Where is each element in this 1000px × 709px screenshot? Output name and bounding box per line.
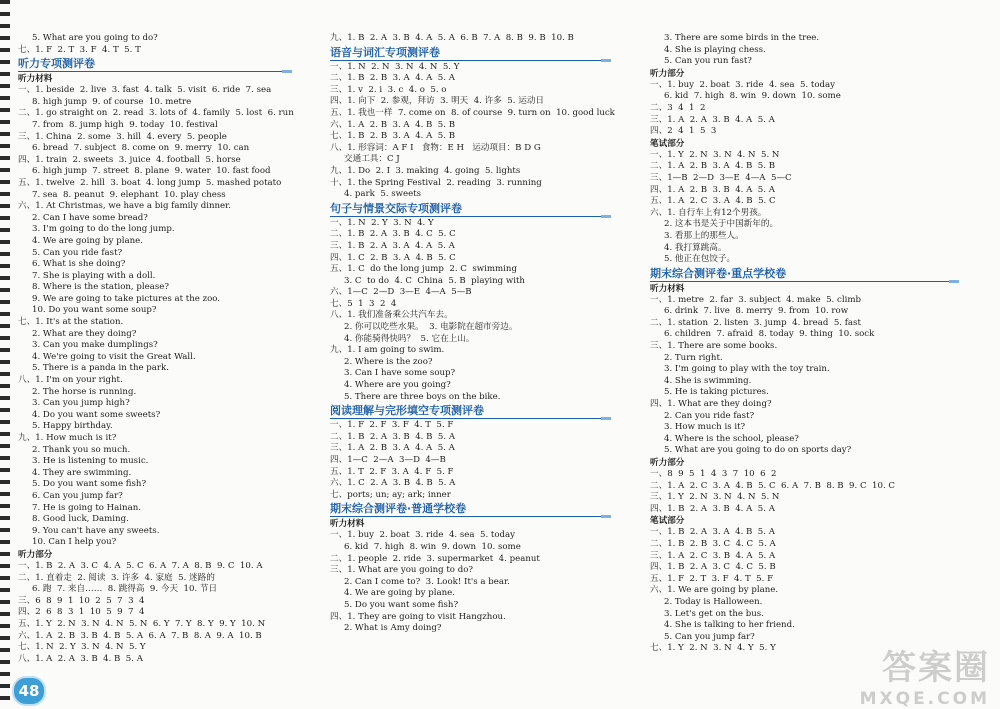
- answer-line: 一、1. N 2. Y 3. N 4. Y: [330, 217, 434, 228]
- answer-line: 三、1. B 2. A 3. A 4. A 5. A: [330, 240, 455, 251]
- watermark-main-text: 答案圈: [882, 648, 990, 688]
- answer-line: 2. Turn right.: [664, 352, 723, 363]
- answer-line: 一、1. F 2. F 3. F 4. T 5. F: [330, 420, 454, 431]
- answer-line: 2. Today is Halloween.: [664, 596, 763, 607]
- answer-line: 八、1. 我们准备乘公共汽车去。: [330, 310, 453, 321]
- answer-column-left: [18, 33, 318, 665]
- answer-line: 一、1. beside 2. live 3. fast 4. talk 5. visit 6. ride 7. sea: [18, 85, 272, 96]
- watermark-url-text: MXQE.COM: [859, 689, 990, 709]
- answer-line: 6. kid 7. high 8. win 9. down 10. some: [344, 541, 521, 552]
- answer-line: 交通工具：C J: [344, 154, 400, 165]
- answer-line: 5. There is a panda in the park.: [32, 363, 169, 374]
- answer-line: 4. park 5. sweets: [344, 189, 422, 200]
- answer-line: 六、1. We are going by plane.: [650, 585, 779, 596]
- answer-line: 4. Do you want some sweets?: [32, 409, 161, 420]
- answer-line: 4. 我打算跳高。: [664, 242, 727, 253]
- answer-line: 三、1. A 2. C 3. B 4. A 5. A: [650, 550, 776, 561]
- answer-line: 4. She is talking to her friend.: [664, 620, 795, 631]
- answer-line: 五、1. F 2. T 3. F 4. T 5. F: [650, 573, 774, 584]
- answer-line: 二、1. go straight on 2. read 3. lots of 4. family 5. lost 6. run: [18, 108, 294, 119]
- answer-line: 九、1. B 2. A 3. B 4. A 5. A 6. B 7. A 8. B 9. B 10. B: [330, 33, 574, 43]
- answer-line: 10. Do you want some soup?: [32, 305, 157, 316]
- answer-line: 八、1. 形容词：A F I 食物：E H 运动项目：B D G: [330, 142, 541, 153]
- answer-line: 3. I'm going to play with the toy train.: [664, 364, 830, 375]
- answer-line: 2. Can you ride fast?: [664, 410, 755, 421]
- answer-line: 六、1. At Christmas, we have a big family dinner.: [18, 201, 232, 212]
- answer-line: 10. Can I help you?: [32, 537, 117, 548]
- answer-line: 六、1—C 2—D 3—E 4—A 5—B: [330, 287, 472, 298]
- answer-line: 4. Where are you going?: [344, 380, 451, 391]
- answer-line: 五、1. 我也一样 7. come on 8. of course 9. turn on 10. good luck: [330, 107, 615, 118]
- subsection-heading: 听力部分: [650, 458, 685, 468]
- answer-line: 7. He is going to Hainan.: [32, 502, 141, 513]
- answer-line: 2. 你可以吃些水果。 3. 电影院在超市旁边。: [344, 322, 518, 333]
- answer-line: 5. Can you jump far?: [664, 631, 755, 642]
- subsection-heading: 笔试部分: [650, 516, 685, 527]
- answer-line: 2. What are they doing?: [32, 328, 137, 339]
- answer-line: 2. Where is the zoo?: [344, 356, 433, 367]
- answer-line: 6. kid 7. high 8. win 9. down 10. some: [664, 91, 841, 102]
- answer-line: 5. Do you want some fish?: [32, 479, 147, 490]
- answer-line: 4. We are going by plane.: [32, 235, 143, 246]
- answer-line: 5. He is taking pictures.: [664, 387, 769, 398]
- answer-line: 5. Can you run fast?: [664, 56, 752, 67]
- answer-line: 九、1. Do 2. I 3. making 4. going 5. lights: [330, 165, 521, 176]
- answer-line: 一、1. buy 2. boat 3. ride 4. sea 5. today: [330, 530, 516, 541]
- answer-line: 三、1. What are you going to do?: [330, 565, 473, 576]
- answer-line: 5. What are you going to do on sports day?: [664, 445, 852, 456]
- answer-line: 四、2 6 8 3 1 10 5 9 7 4: [18, 607, 145, 618]
- answer-line: 9. We are going to take pictures at the zoo.: [32, 293, 221, 304]
- answer-line: 二、1. station 2. listen 3. jump 4. bread 5. fast: [650, 317, 861, 328]
- answer-line: 三、6 8 9 1 10 2 5 7 3 4: [18, 595, 145, 606]
- answer-line: 7. sea 8. peanut 9. elephant 10. play chess: [32, 189, 226, 200]
- answer-line: 4. We are going by plane.: [344, 588, 455, 599]
- answer-line: 六、1. A 2. B 3. B 4. B 5. A 6. A 7. B 8. A 9. A 10. B: [18, 630, 262, 641]
- answer-line: 三、1. v 2. i 3. c 4. o 5. o: [330, 84, 447, 95]
- answer-line: 八、1. A 2. A 3. B 4. B 5. A: [18, 653, 143, 664]
- answer-line: 3. There are some birds in the tree.: [664, 33, 820, 43]
- answer-line: 3. Can you make dumplings?: [32, 340, 158, 351]
- answer-line: 二、1. A 2. C 3. A 4. B 5. C 6. A 7. B 8. B 9. C 10. C: [650, 480, 896, 491]
- answer-line: 四、1. They are going to visit Hangzhou.: [330, 611, 506, 622]
- answer-line: 3. C to do 4. C China 5. B playing with: [344, 275, 525, 286]
- answer-line: 4. Where is the school, please?: [664, 433, 799, 444]
- answer-line: 三、1. There are some books.: [650, 341, 778, 352]
- answer-line: 3. 看那上的那些人。: [664, 230, 744, 241]
- answer-line: 七、1. F 2. T 3. F 4. T 5. T: [18, 44, 141, 55]
- answer-line: 4. 你能骑得快吗？ 5. 它在上山。: [344, 333, 475, 344]
- answer-line: 一、1. B 2. A 3. A 4. B 5. A: [650, 527, 775, 538]
- answer-line: 4. She is playing chess.: [664, 44, 766, 55]
- answer-column-middle: [330, 33, 638, 635]
- answer-line: 4. They are swimming.: [32, 467, 132, 478]
- answer-line: 九、1. How much is it?: [18, 433, 117, 443]
- section-title: 期末综合测评卷·重点学校卷: [650, 267, 949, 282]
- answer-line: 3. Let's get on the bus.: [664, 608, 764, 619]
- answer-line: 三、1. A 2. B 3. A 4. A 5. A: [330, 443, 455, 454]
- answer-line: 九、1. I am going to swim.: [330, 345, 445, 356]
- answer-line: 6. Can you jump far?: [32, 490, 123, 501]
- answer-line: 四、1. What are they doing?: [650, 399, 772, 410]
- answer-line: 二、1. B 2. B 3. A 4. A 5. A: [330, 73, 455, 84]
- answer-line: 6. children 7. afraid 8. today 9. thing 10. sock: [664, 329, 875, 340]
- answer-line: 二、1. 直着走 2. 阅读 3. 许多 4. 家庭 5. 迷路的: [18, 572, 215, 583]
- answer-line: 四、1. train 2. sweets 3. juice 4. football 5. horse: [18, 154, 241, 165]
- answer-line: 七、1. It's at the station.: [18, 317, 124, 328]
- answer-line: 6. 跑 7. 来自…… 8. 跳得高 9. 今天 10. 节日: [32, 584, 218, 595]
- answer-line: 2. Thank you so much.: [32, 444, 131, 455]
- answer-line: 4. We're going to visit the Great Wall.: [32, 351, 196, 362]
- answer-line: 6. What is she doing?: [32, 259, 126, 270]
- answer-line: 二、1. B 2. B 3. C 4. C 5. A: [650, 538, 776, 549]
- answer-line: 8. Good luck, Daming.: [32, 514, 129, 525]
- answer-line: 2. 这本书是关于中国新年的。: [664, 219, 779, 230]
- answer-line: 三、1. Y 2. N 3. N 4. N 5. N: [650, 492, 780, 503]
- answer-line: 五、1. twelve 2. hill 3. boat 4. long jump 5. mashed potato: [18, 177, 282, 188]
- answer-line: 6. drink 7. live 8. merry 9. from 10. row: [664, 306, 849, 317]
- answer-line: 七、1. N 2. Y 3. N 4. N 5. Y: [18, 642, 146, 653]
- answer-line: 6. high jump 7. street 8. plane 9. water 10. fast food: [32, 166, 271, 177]
- section-title: 语音与词汇专项测评卷: [330, 46, 601, 61]
- answer-line: 3. I'm going to do the long jump.: [32, 224, 175, 235]
- answer-line: 四、1. C 2. B 3. A 4. B 5. C: [330, 252, 456, 263]
- answer-line: 二、3 4 1 2: [650, 102, 706, 113]
- answer-line: 三、1. China 2. some 3. hill 4. every 5. people: [18, 131, 227, 142]
- answer-line: 8. Where is the station, please?: [32, 282, 169, 293]
- answer-line: 2. The horse is running.: [32, 386, 137, 397]
- answer-line: 7. from 8. jump high 9. today 10. festival: [32, 119, 218, 130]
- answer-line: 一、8 9 5 1 4 3 7 10 6 2: [650, 469, 777, 479]
- answer-line: 二、1. B 2. A 3. B 4. B 5. A: [330, 431, 456, 442]
- answer-line: 四、1. B 2. A 3. B 4. A 5. A: [650, 503, 775, 514]
- answer-line: 五、1. A 2. C 3. A 4. B 5. C: [650, 196, 776, 207]
- answer-line: 5. Do you want some fish?: [344, 599, 459, 610]
- answer-line: 八、1. I'm on your right.: [18, 375, 123, 386]
- section-title: 期末综合测评卷·普通学校卷: [330, 502, 601, 517]
- answer-line: 五、1. Y 2. N 3. N 4. N 5. N 6. Y 7. Y 8. Y 9. Y 10. N: [18, 618, 266, 629]
- section-title: 句子与情景交际专项测评卷: [330, 202, 601, 217]
- answer-line: 8. high jump 9. of course 10. metre: [32, 96, 192, 107]
- answer-line: 三、1. A 2. A 3. B 4. A 5. A: [650, 114, 775, 125]
- answer-line: 3. He is listening to music.: [32, 456, 149, 467]
- answer-line: 6. bread 7. subject 8. come on 9. merry 10. can: [32, 143, 250, 154]
- answer-line: 四、2 4 1 5 3: [650, 126, 717, 137]
- answer-line: 5. Happy birthday.: [32, 421, 113, 432]
- answer-line: 二、1. people 2. ride 3. supermarket 4. peanut: [330, 553, 540, 564]
- answer-line: 4. She is swimming.: [664, 375, 752, 386]
- section-title: 阅读理解与完形填空专项测评卷: [330, 404, 601, 419]
- answer-line: 一、1. metre 2. far 3. subject 4. make 5. climb: [650, 294, 861, 305]
- answer-line: 一、1. Y 2. N 3. N 4. N 5. N: [650, 149, 780, 160]
- answer-line: 五、1. T 2. F 3. A 4. F 5. F: [330, 466, 454, 477]
- subsection-heading: 听力材料: [650, 283, 685, 294]
- answer-line: 六、1. A 2. B 3. A 4. B 5. B: [330, 119, 456, 130]
- subsection-heading: 听力部分: [650, 68, 685, 79]
- answer-line: 三、1—B 2—D 3—E 4—A 5—C: [650, 172, 792, 183]
- answer-line: 十、1. the Spring Festival 2. reading 3. running: [330, 177, 542, 188]
- answer-line: 2. Can I have some bread?: [32, 212, 148, 223]
- answer-line: 5. What are you going to do?: [32, 33, 158, 43]
- answer-line: 七、1. B 2. B 3. A 4. A 5. B: [330, 131, 456, 142]
- section-title: 听力专项测评卷: [18, 57, 282, 72]
- answer-line: 四、1. A 2. B 3. B 4. A 5. A: [650, 184, 775, 195]
- answer-line: 六、1. C 2. A 3. B 4. B 5. A: [330, 478, 456, 489]
- subsection-heading: 听力部分: [18, 549, 53, 560]
- answer-line: 3. Can I have some soup?: [344, 368, 456, 379]
- subsection-heading: 听力材料: [330, 519, 365, 530]
- answer-line: 7. She is playing with a doll.: [32, 270, 156, 281]
- subsection-heading: 笔试部分: [650, 138, 685, 149]
- answer-line: 四、1. 向下 2. 参观，拜访 3. 明天 4. 许多 5. 运动日: [330, 96, 545, 107]
- answer-line: 二、1. A 2. B 3. A 4. B 5. B: [650, 161, 776, 172]
- answer-line: 5. 他正在包饺子。: [664, 254, 736, 265]
- spiral-binding-strip: [0, 0, 10, 708]
- answer-line: 一、1. N 2. N 3. N 4. N 5. Y: [330, 61, 460, 72]
- answer-line: 3. Can you jump high?: [32, 398, 130, 409]
- answer-line: 六、1. 自行车上有12个男孩。: [650, 207, 767, 218]
- answer-line: 2. Can I come to? 3. Look! It's a bear.: [344, 576, 510, 587]
- answer-line: 2. What is Amy doing?: [344, 623, 442, 634]
- answer-line: 七、ports; un; ay; ark; inner: [330, 489, 451, 500]
- answer-line: 5. Can you ride fast?: [32, 247, 123, 258]
- answer-line: 五、1. C do the long jump 2. C swimming: [330, 264, 517, 275]
- answer-line: 9. You can't have any sweets.: [32, 525, 160, 536]
- answer-line: 一、1. B 2. A 3. C 4. A 5. C 6. A 7. A 8. B 9. C 10. A: [18, 560, 263, 571]
- answer-line: 5. There are three boys on the bike.: [344, 391, 501, 402]
- answer-line: 四、1—C 2—A 3—D 4—B: [330, 455, 446, 465]
- subsection-heading: 听力材料: [18, 74, 53, 85]
- answer-line: 七、1. Y 2. N 3. N 4. Y 5. Y: [650, 643, 776, 654]
- answer-line: 四、1. B 2. A 3. C 4. C 5. B: [650, 562, 776, 573]
- answer-line: 3. How much is it?: [664, 422, 746, 433]
- watermark-logo: [800, 640, 990, 709]
- answer-line: 一、1. buy 2. boat 3. ride 4. sea 5. today: [650, 79, 836, 90]
- answer-line: 二、1. B 2. A 3. B 4. C 5. C: [330, 229, 456, 240]
- answer-column-right: [650, 33, 990, 655]
- page-number-badge: 48: [12, 676, 46, 706]
- answer-line: 七、5 1 3 2 4: [330, 298, 397, 309]
